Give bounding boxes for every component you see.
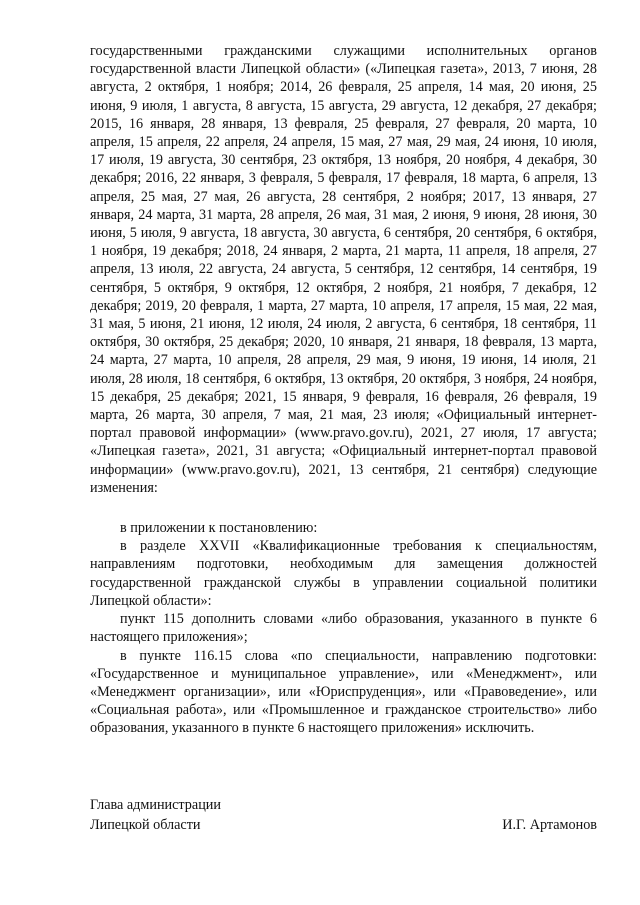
intro-paragraph: государственными гражданскими служащими исполнительных органов государственной власти Липецкой области» («Липецкая газета», 2013, 7 июня, 28 августа, 2 октября, 1 ноября; 2014, 26 февраля, 25 апреля, 14 мая, 20 июня, 25 июня, 9 июля, 1 августа, 8 августа, 15 августа, 29 августа, 12 декабря, 27 декабря; 2015, 16 января, 28 января, 13 февраля, 25 февраля, 27 февраля, 20 марта, 10 апреля, 15 апреля, 22 апреля, 24 апреля, 15 мая, 27 мая, 29 мая, 24 июня, 10 июля, 17 июля, 19 августа, 30 сентября, 23 октября, 13 ноября, 20 ноября, 4 декабря, 30 декабря; 2016, 22 января, 3 февраля, 5 февраля, 17 февраля, 18 марта, 6 апреля, 13 апреля, 25 мая, 27 мая, 26 августа, 28 сентября, 2 ноября; 2017, 13 января, 27 января, 24 марта, 31 марта, 28 апреля, 26 мая, 31 мая, 2 июня, 9 июня, 28 июня, 30 июня, 5 июля, 9 августа, 18 августа, 30 августа, 6 сентября, 20 сентября, 6 октября, 1 ноября, 19 декабря; 2018, 24 января, 2 марта, 21 марта, 11 апреля, 18 апреля, 27 апреля, 13 июля, 22 августа, 24 августа, 5 сентября, 12 сентября, 14 сентября, 19 сентября, 5 октября, 9 октября, 12 октября, 2 ноября, 21 ноября, 7 декабря, 12 декабря; 2019, 20 февраля, 1 марта, 27 марта, 10 апреля, 17 апреля, 15 мая, 22 мая, 31 мая, 5 июня, 21 июня, 12 июля, 24 июля, 2 августа, 6 сентября, 18 сентября, 11 октября, 30 октября, 25 декабря; 2020, 10 января, 21 января, 18 февраля, 13 марта, 24 марта, 27 марта, 10 апреля, 28 апреля, 29 мая, 9 июня, 19 июня, 14 июля, 21 июля, 28 июля, 18 сентября, 6 октября, 13 октября, 20 октября, 3 ноября, 24 ноября, 15 декабря, 25 декабря; 2021, 15 января, 9 февраля, 16 февраля, 26 февраля, 19 марта, 26 марта, 30 апреля, 7 мая, 21 мая, 23 июля; «Официальный интернет-портал правовой информации» (www.pravo.gov.ru), 2021, 27 июля, 17 августа; «Липецкая газета», 2021, 31 августа; «Официальный интернет-портал правовой информации» (www.pravo.gov.ru), 2021, 13 сентября, 21 сентября) следующие изменения: xyxy=(90,43,597,496)
amendment-paragraph-1: в приложении к постановлению: xyxy=(120,520,318,537)
amendment-paragraph-2: в разделе XXVII «Квалификационные требования к специальностям, направлениям подготовки, необходимым для замещения должностей государственной гражданской службы в управлении социальной политики Липецкой области»: xyxy=(90,538,597,609)
amendment-paragraph-4: в пункте 116.15 слова «по специальности, направлению подготовки: «Государственное и муниципальное управление», или «Менеджмент», или «Менеджмент организации», или «Юриспруденция», или «Правоведение», или «Социальная работа», или «Промышленное и гражданское строительство» либо образования, указанного в пункте 6 настоящего приложения» исключить. xyxy=(90,647,597,737)
amendment-paragraph-3: пункт 115 дополнить словами «либо образования, указанного в пункте 6 настоящего приложения»; xyxy=(90,611,597,646)
signatory-position-line1: Глава администрации xyxy=(90,797,221,813)
amendments-block xyxy=(90,519,597,737)
document-body xyxy=(90,42,597,738)
signatory-name: И.Г. Артамонов xyxy=(502,817,597,833)
signatory-position-line2: Липецкой области xyxy=(90,817,201,833)
signature-block xyxy=(90,795,597,835)
